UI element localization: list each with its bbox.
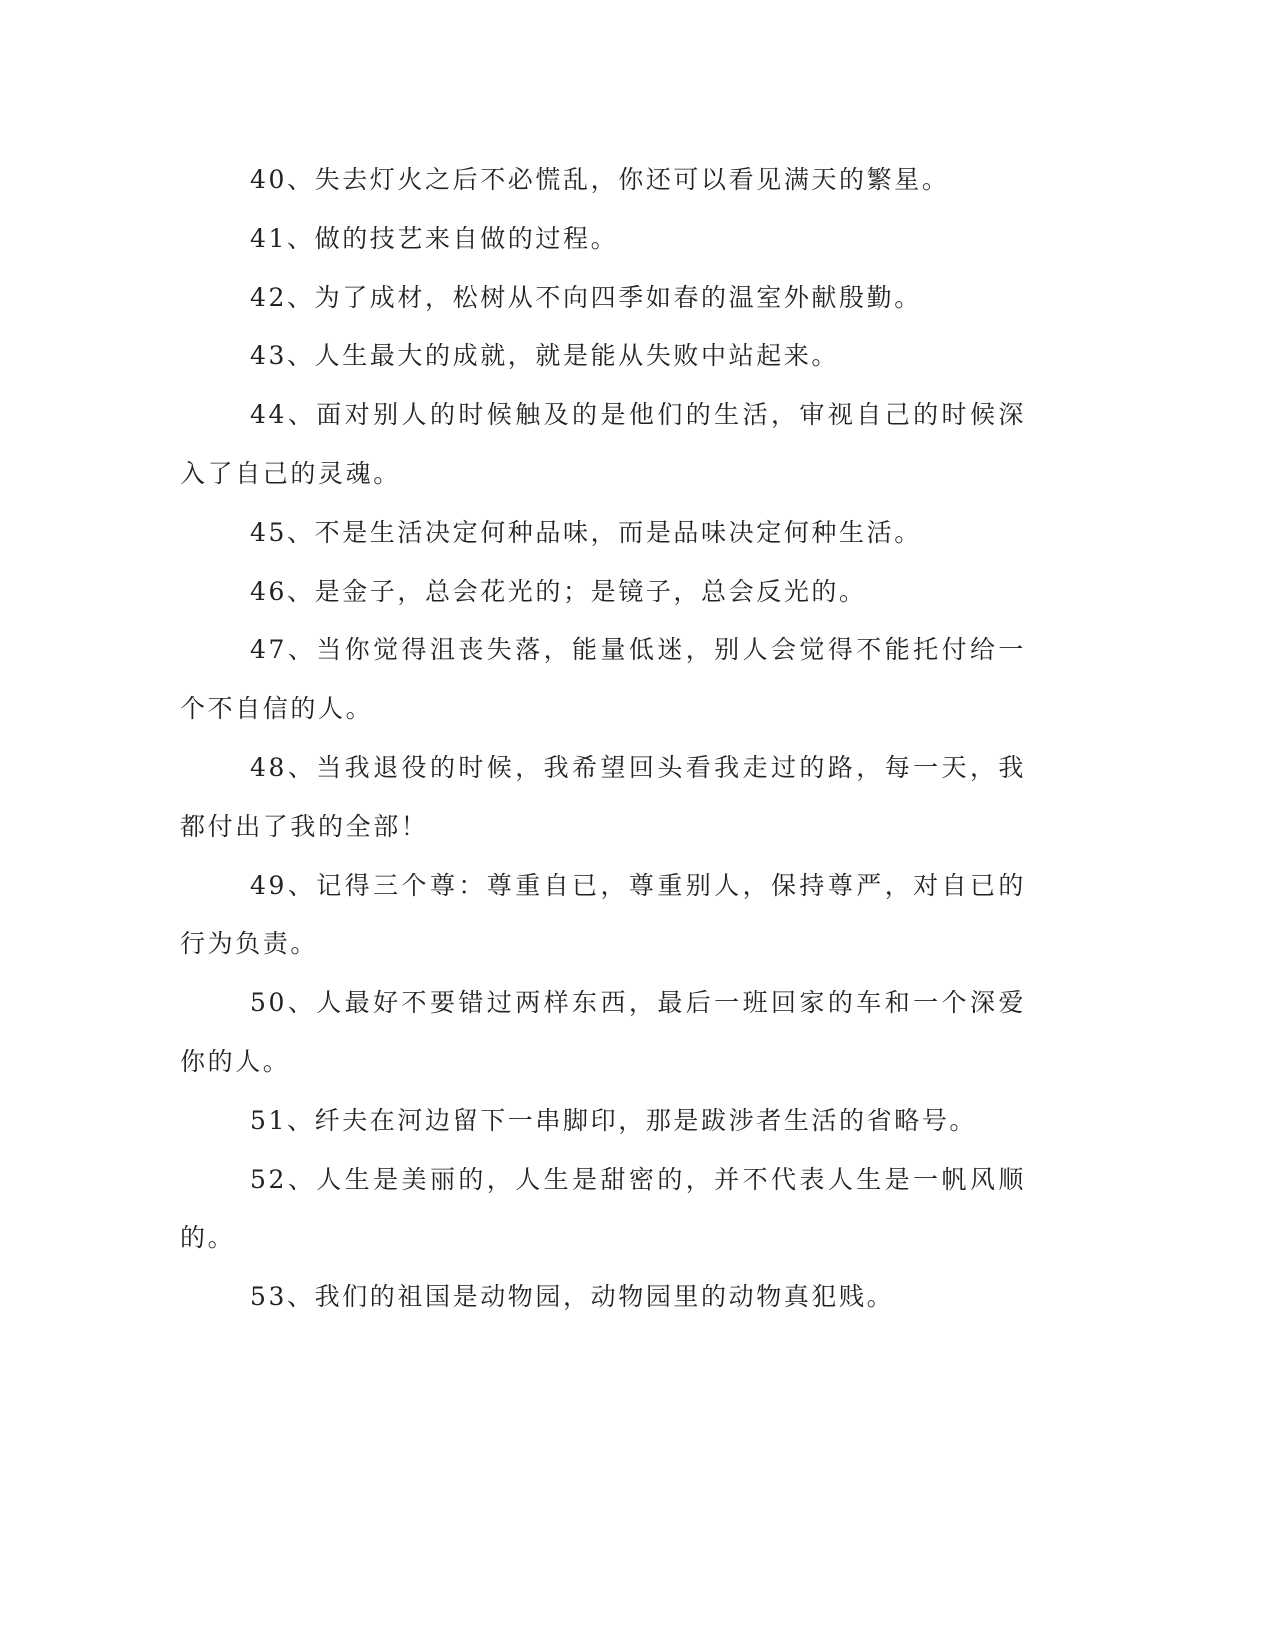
- paragraph-47: 47、当你觉得沮丧失落，能量低迷，别人会觉得不能托付给一个不自信的人。: [180, 635, 1026, 724]
- paragraph-50: 50、人最好不要错过两样东西，最后一班回家的车和一个深爱你的人。: [180, 988, 1026, 1076]
- paragraph-49: 49、记得三个尊：尊重自已，尊重别人，保持尊严，对自已的行为负责。: [180, 870, 1026, 959]
- paragraph-43: 43、人生最大的成就，就是能从失败中站起来。: [250, 341, 840, 371]
- paragraph-44: 44、面对别人的时候触及的是他们的生活，审视自己的时候深入了自己的灵魂。: [180, 400, 1026, 488]
- paragraph-48: 48、当我退役的时候，我希望回头看我走过的路，每一天，我都付出了我的全部！: [180, 752, 1026, 841]
- paragraph-41: 41、做的技艺来自做的过程。: [250, 223, 619, 253]
- paragraph-46: 46、是金子，总会花光的；是镜子，总会反光的。: [250, 576, 867, 606]
- paragraph-45: 45、不是生活决定何种品味，而是品味决定何种生活。: [250, 517, 922, 547]
- paragraph-51: 51、纤夫在河边留下一串脚印，那是跋涉者生活的省略号。: [250, 1105, 978, 1135]
- paragraph-52: 52、人生是美丽的，人生是甜密的，并不代表人生是一帆风顺的。: [180, 1164, 1026, 1253]
- document-page: [180, 151, 1026, 1327]
- paragraph-42: 42、为了成材，松树从不向四季如春的温室外献殷勤。: [250, 282, 922, 312]
- paragraph-53: 53、我们的祖国是动物园，动物园里的动物真犯贱。: [250, 1282, 895, 1312]
- paragraph-40: 40、失去灯火之后不必慌乱，你还可以看见满天的繁星。: [250, 165, 950, 194]
